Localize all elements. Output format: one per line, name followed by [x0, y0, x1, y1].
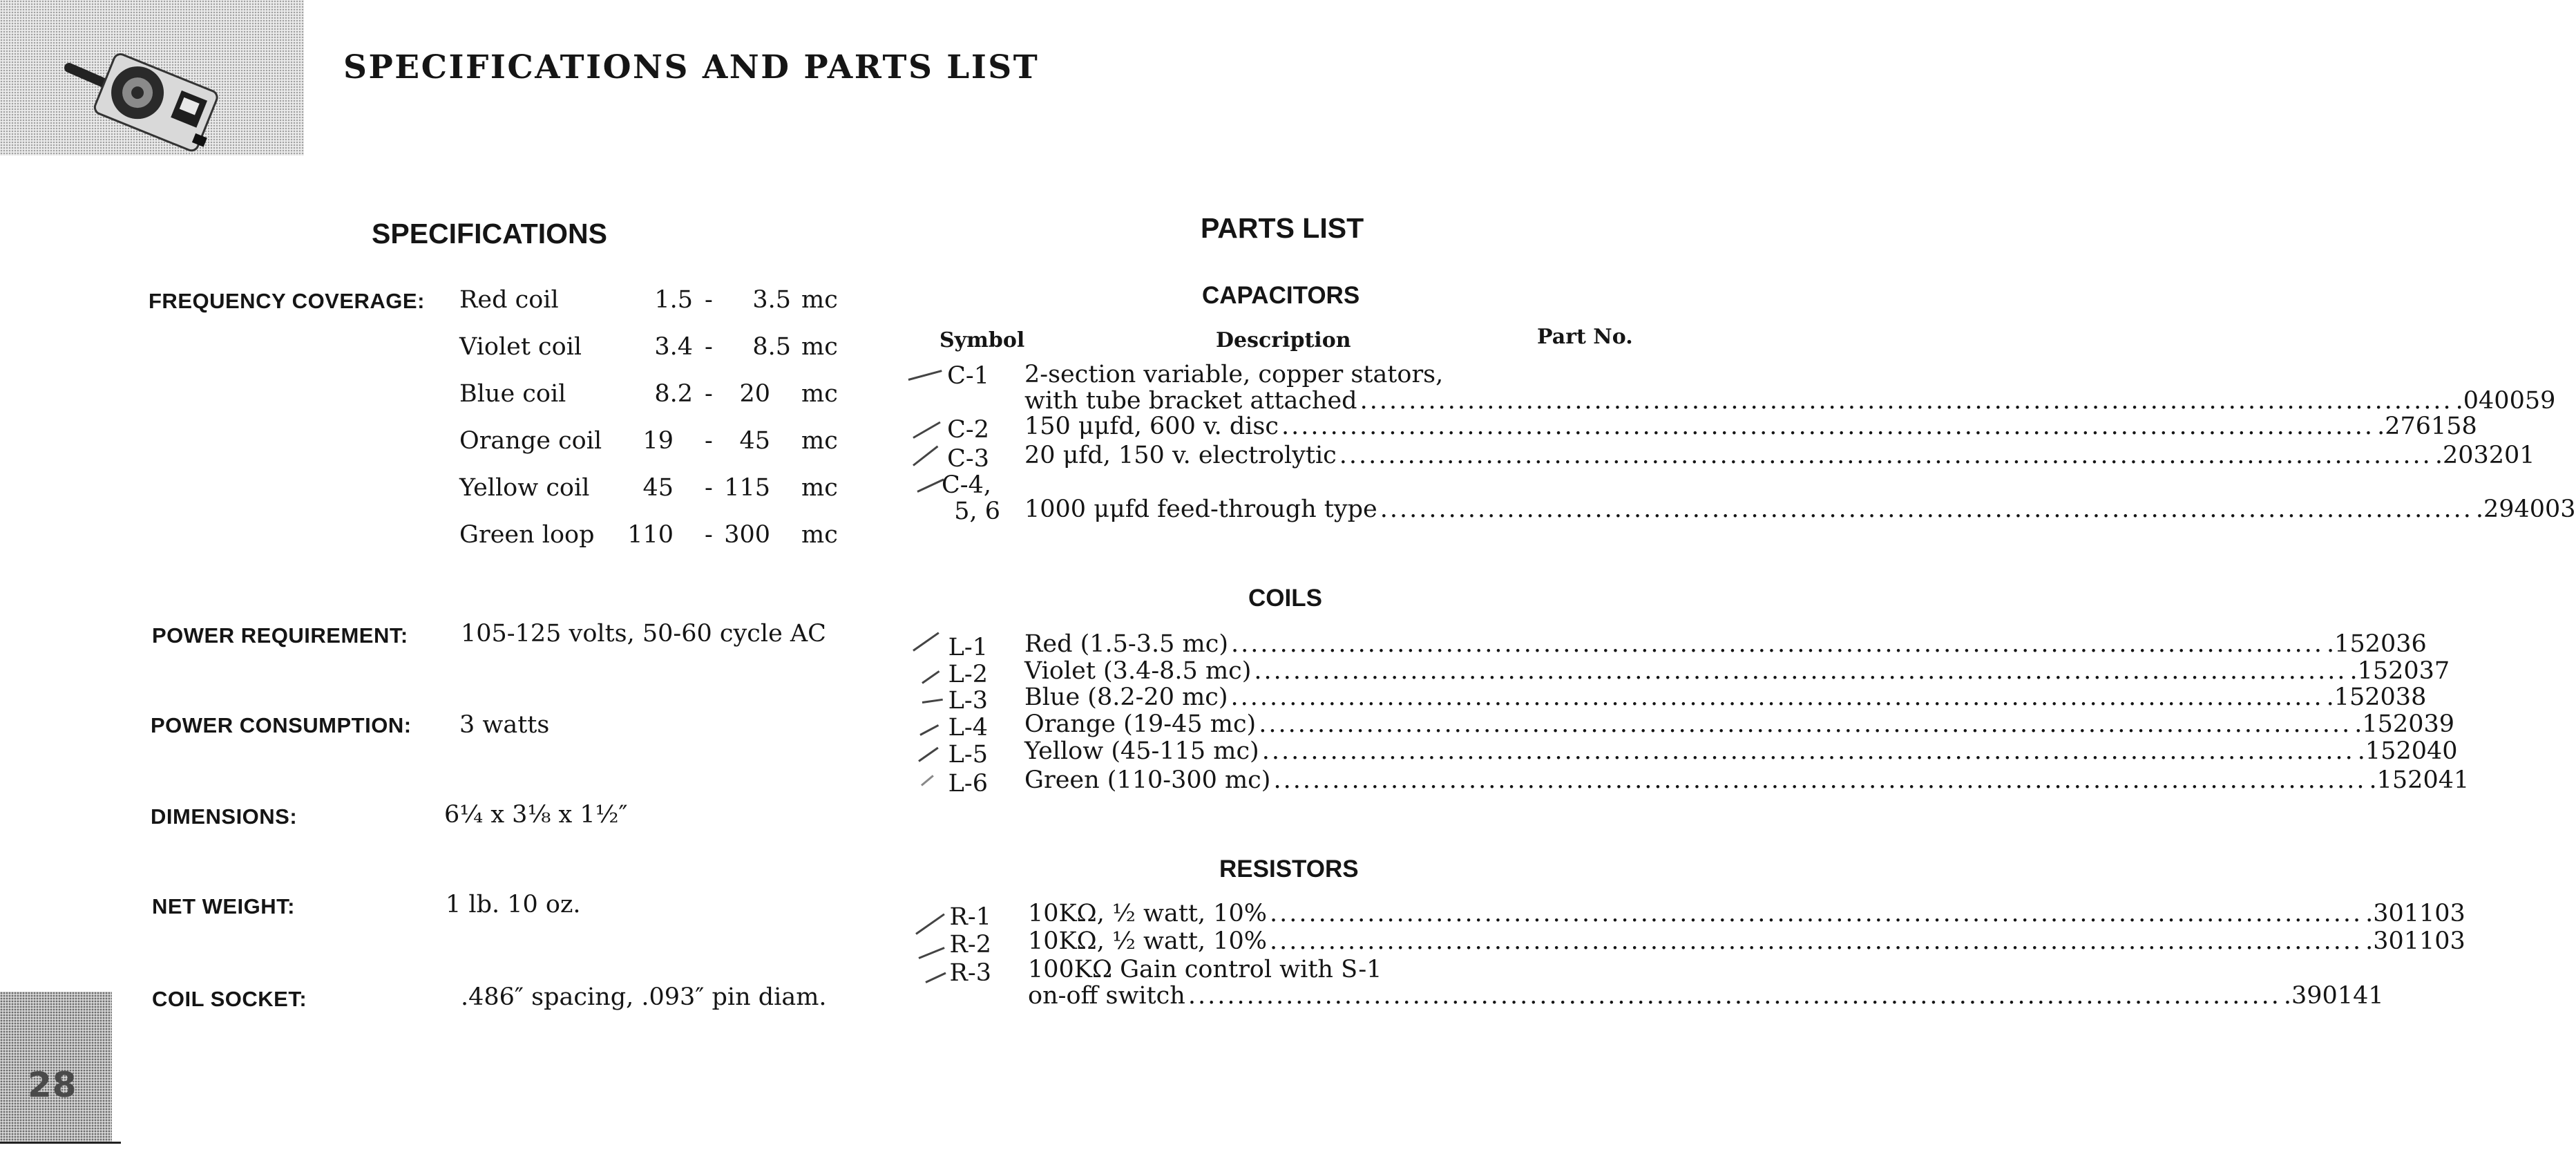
dot-leader: ................................................................................................................	[1270, 927, 2363, 955]
part-description: Yellow (45-115 mc)	[1024, 737, 1259, 765]
part-number: .301103	[2365, 927, 2465, 955]
part-symbol: L-4	[948, 714, 988, 742]
coil-unit: mc	[801, 474, 838, 502]
part-symbol: L-3	[948, 687, 988, 715]
part-description: Red (1.5-3.5 mc)	[1024, 630, 1228, 658]
part-description: with tube bracket attached	[1024, 387, 1357, 415]
power-consumption-label: POWER CONSUMPTION:	[151, 713, 412, 737]
part-number: .152041	[2369, 766, 2470, 794]
part-row	[1024, 657, 2450, 685]
net-weight-label: NET WEIGHT:	[152, 894, 295, 918]
dimensions-value: 6¼ x 3⅛ x 1½″	[444, 801, 628, 829]
dot-leader: ................................................................................................................	[1339, 442, 2432, 469]
part-description: 1000 μμfd feed-through type	[1024, 495, 1377, 523]
coil-name: Red coil	[459, 286, 559, 314]
part-row	[1028, 982, 2384, 1010]
symbol-column-header: Symbol	[939, 328, 1025, 352]
part-symbol: R-1	[949, 903, 991, 931]
part-description: 10KΩ, ½ watt, 10%	[1028, 927, 1268, 955]
power-requirement-value: 105-125 volts, 50-60 cycle AC	[461, 620, 826, 648]
resistors-heading: RESISTORS	[1219, 856, 1359, 882]
part-row	[1024, 413, 2477, 440]
coil-low: 8.2	[654, 380, 693, 408]
part-symbol: R-3	[949, 959, 991, 987]
coil-low: 19	[642, 427, 674, 455]
part-number: .152036	[2327, 630, 2427, 658]
coil-unit: mc	[801, 286, 838, 314]
dot-leader: ................................................................................................................	[1380, 495, 2473, 523]
part-row	[1028, 927, 2465, 955]
part-description: Violet (3.4-8.5 mc)	[1024, 657, 1252, 685]
coil-high: 300	[724, 521, 770, 549]
part-row	[1024, 630, 2427, 658]
part-row	[1028, 900, 2465, 927]
part-row	[1024, 683, 2427, 711]
dot-leader: ................................................................................................................	[1273, 766, 2367, 794]
part-symbol: C-4,	[942, 471, 991, 499]
net-weight-value: 1 lb. 10 oz.	[446, 891, 581, 918]
part-description: 2-section variable, copper stators,	[1024, 361, 1444, 388]
dot-leader: ................................................................................................................	[1270, 900, 2363, 927]
parts-list-heading: PARTS LIST	[1201, 212, 1364, 244]
part-description: 150 μμfd, 600 v. disc	[1024, 413, 1279, 440]
coil-socket-value: .486″ spacing, .093″ pin diam.	[461, 983, 827, 1011]
instrument-illustration	[66, 28, 238, 173]
part-symbol-continued: 5, 6	[954, 498, 1000, 525]
bottom-divider	[0, 1142, 121, 1144]
part-description: 100KΩ Gain control with S-1	[1028, 956, 1382, 983]
part-number: .276158	[2377, 413, 2477, 440]
part-description: 20 μfd, 150 v. electrolytic	[1024, 442, 1337, 469]
coil-low: 110	[627, 521, 674, 549]
coil-sep: -	[705, 474, 713, 502]
part-row	[1024, 737, 2458, 765]
part-row	[1024, 710, 2454, 738]
coil-unit: mc	[801, 333, 838, 361]
power-consumption-value: 3 watts	[459, 711, 550, 739]
coil-name: Green loop	[459, 521, 595, 549]
dot-leader: ................................................................................................................	[1359, 387, 2453, 415]
coil-high: 3.5	[752, 286, 791, 314]
coil-high: 20	[739, 380, 770, 408]
dimensions-label: DIMENSIONS:	[151, 804, 298, 829]
coil-sep: -	[705, 521, 713, 549]
dot-leader: ................................................................................................................	[1281, 413, 2375, 440]
description-column-header: Description	[1216, 328, 1351, 352]
part-number: .152037	[2349, 657, 2450, 685]
coil-sep: -	[705, 427, 713, 455]
coil-high: 45	[739, 427, 770, 455]
coil-low: 1.5	[654, 286, 693, 314]
frequency-coverage-label: FREQUENCY COVERAGE:	[149, 289, 425, 313]
coil-sep: -	[705, 286, 713, 314]
part-number-column-header: Part No.	[1537, 325, 1633, 349]
part-description: Blue (8.2-20 mc)	[1024, 683, 1228, 711]
part-symbol: C-2	[947, 416, 989, 444]
coil-unit: mc	[801, 521, 838, 549]
part-symbol: C-1	[947, 362, 989, 390]
dot-leader: ................................................................................................................	[1230, 630, 2325, 658]
specifications-heading: SPECIFICATIONS	[372, 218, 607, 249]
part-number: .152040	[2357, 737, 2458, 765]
part-number: .152038	[2326, 683, 2427, 711]
part-number: .203201	[2434, 442, 2535, 469]
power-requirement-label: POWER REQUIREMENT:	[152, 623, 408, 648]
part-description: Green (110-300 mc)	[1024, 766, 1271, 794]
coil-high: 115	[724, 474, 770, 502]
dot-leader: ................................................................................................................	[1187, 982, 2281, 1010]
part-symbol: L-2	[948, 661, 988, 688]
part-description: on-off switch	[1028, 982, 1185, 1010]
instrument-photo	[66, 28, 238, 173]
coil-unit: mc	[801, 427, 838, 455]
check-mark	[917, 478, 944, 492]
coil-high: 8.5	[752, 333, 791, 361]
coil-name: Violet coil	[459, 333, 582, 361]
page-title: SPECIFICATIONS AND PARTS LIST	[343, 48, 1040, 86]
coil-sep: -	[705, 333, 713, 361]
part-symbol: L-1	[948, 634, 988, 661]
dot-leader: ................................................................................................................	[1230, 683, 2324, 711]
part-symbol: L-5	[948, 741, 988, 768]
coil-socket-label: COIL SOCKET:	[152, 987, 307, 1011]
coil-name: Orange coil	[459, 427, 602, 455]
part-row	[1024, 387, 2556, 415]
coil-unit: mc	[801, 380, 838, 408]
part-symbol: L-6	[948, 770, 988, 797]
part-description: Orange (19-45 mc)	[1024, 710, 1257, 738]
coil-name: Blue coil	[459, 380, 566, 408]
part-row	[1024, 495, 2576, 523]
dot-leader: ................................................................................................................	[1261, 737, 2355, 765]
dot-leader: ................................................................................................................	[1259, 710, 2352, 738]
part-number: .294003	[2475, 495, 2576, 523]
part-number: .390141	[2283, 982, 2384, 1010]
part-row	[1024, 442, 2535, 469]
part-number: .040059	[2455, 387, 2556, 415]
part-number: .152039	[2354, 710, 2454, 738]
part-number: .301103	[2365, 900, 2465, 927]
part-symbol: C-3	[947, 445, 989, 473]
part-symbol: R-2	[949, 931, 991, 959]
coil-name: Yellow coil	[459, 474, 590, 502]
part-row	[1024, 766, 2470, 794]
page-number: 28	[28, 1065, 77, 1105]
coil-low: 3.4	[654, 333, 693, 361]
coil-sep: -	[705, 380, 713, 408]
coil-low: 45	[642, 474, 674, 502]
part-description: 10KΩ, ½ watt, 10%	[1028, 900, 1268, 927]
dot-leader: ................................................................................................................	[1254, 657, 2347, 685]
capacitors-heading: CAPACITORS	[1202, 282, 1360, 309]
coils-heading: COILS	[1248, 585, 1322, 612]
